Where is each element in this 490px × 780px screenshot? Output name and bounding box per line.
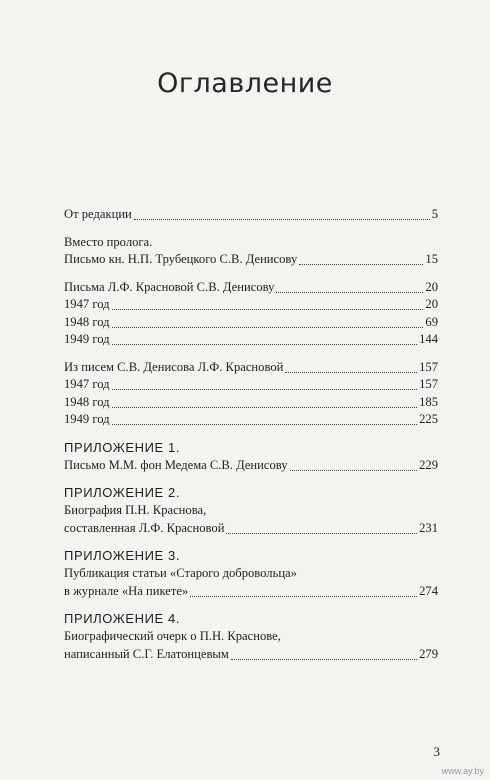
appendix-heading: ПРИЛОЖЕНИЕ 2. bbox=[64, 485, 181, 500]
toc-entry-page: 274 bbox=[419, 583, 438, 598]
toc-entry-title: 1947 год bbox=[64, 297, 110, 311]
toc-entry bbox=[64, 584, 438, 602]
appendix-heading: ПРИЛОЖЕНИЕ 4. bbox=[64, 611, 181, 626]
leader-dots bbox=[112, 327, 424, 328]
toc-entry-page: 69 bbox=[425, 314, 438, 329]
toc-entry-title: составленная Л.Ф. Красновой bbox=[64, 520, 225, 535]
toc-entry-page: 20 bbox=[425, 297, 438, 311]
leader-dots bbox=[226, 533, 417, 534]
toc-entry-preline: Биографический очерк о П.Н. Краснове, bbox=[64, 629, 281, 643]
toc-entry bbox=[64, 207, 438, 225]
leader-dots bbox=[112, 407, 418, 408]
toc-entry-page: 225 bbox=[419, 412, 438, 426]
toc-entry-title: в журнале «На пикете» bbox=[64, 583, 189, 598]
toc-entry-page: 157 bbox=[419, 377, 438, 391]
toc-entry-preline: Публикация статьи «Старого добровольца» bbox=[64, 566, 297, 580]
toc-entry bbox=[64, 280, 438, 298]
toc-entry-preline: Вместо пролога. bbox=[64, 234, 153, 249]
toc-entry-title: Письмо М.М. фон Медема С.В. Денисову bbox=[64, 457, 288, 472]
toc-entry-page: 157 bbox=[419, 359, 438, 374]
leader-dots bbox=[285, 372, 417, 373]
leader-dots bbox=[134, 219, 430, 220]
toc-entry-title: 1948 год bbox=[64, 314, 110, 329]
toc-entry-page: 229 bbox=[419, 457, 438, 472]
toc-subentry bbox=[64, 412, 438, 430]
leader-dots bbox=[299, 264, 423, 265]
toc-entry-page: 15 bbox=[425, 252, 438, 266]
leader-dots bbox=[190, 596, 417, 597]
appendix-heading: ПРИЛОЖЕНИЕ 3. bbox=[64, 548, 181, 563]
leader-dots bbox=[112, 424, 418, 425]
toc-entry-page: 20 bbox=[425, 279, 438, 294]
toc-subentry bbox=[64, 332, 438, 350]
toc-entry-page: 279 bbox=[419, 646, 438, 661]
toc-entry-title: 1948 год bbox=[64, 394, 110, 409]
toc-entry-page: 185 bbox=[419, 394, 438, 409]
leader-dots bbox=[231, 659, 417, 660]
toc-entry-title: написанный С.Г. Елатонцевым bbox=[64, 646, 229, 661]
toc-entry bbox=[64, 360, 438, 378]
leader-dots bbox=[290, 470, 418, 471]
leader-dots bbox=[112, 344, 418, 345]
leader-dots bbox=[112, 309, 424, 310]
leader-dots bbox=[112, 389, 418, 390]
leader-dots bbox=[276, 292, 423, 293]
toc-subentry bbox=[64, 297, 438, 315]
toc-entry-page: 5 bbox=[431, 207, 438, 221]
toc-entry-page: 231 bbox=[419, 520, 438, 535]
toc-entry-title: 1947 год bbox=[64, 377, 110, 391]
toc-entry-title: Письма Л.Ф. Красновой С.В. Денисову bbox=[64, 279, 275, 294]
toc-entry-title: Письмо кн. Н.П. Трубецкого С.В. Денисову bbox=[64, 252, 298, 266]
toc-entry-title: 1949 год bbox=[64, 412, 110, 426]
toc-entry-title: От редакции bbox=[64, 207, 132, 221]
toc-entry bbox=[64, 647, 438, 665]
toc-entry-title: 1949 год bbox=[64, 332, 110, 346]
toc-subentry bbox=[64, 315, 438, 333]
toc-entry bbox=[64, 252, 438, 270]
toc-entry-title: Из писем С.В. Денисова Л.Ф. Красновой bbox=[64, 359, 284, 374]
toc-entry bbox=[64, 458, 438, 476]
toc-subentry bbox=[64, 395, 438, 413]
toc-entry-preline: Биография П.Н. Краснова, bbox=[64, 503, 207, 517]
page-title: Оглавление bbox=[157, 68, 333, 99]
table-of-contents bbox=[64, 207, 438, 664]
toc-entry bbox=[64, 521, 438, 539]
toc-subentry bbox=[64, 377, 438, 395]
page-number: 3 bbox=[433, 744, 440, 759]
appendix-heading: ПРИЛОЖЕНИЕ 1. bbox=[64, 439, 181, 455]
watermark: www.ay.by bbox=[441, 766, 484, 776]
toc-entry-page: 144 bbox=[419, 332, 438, 346]
